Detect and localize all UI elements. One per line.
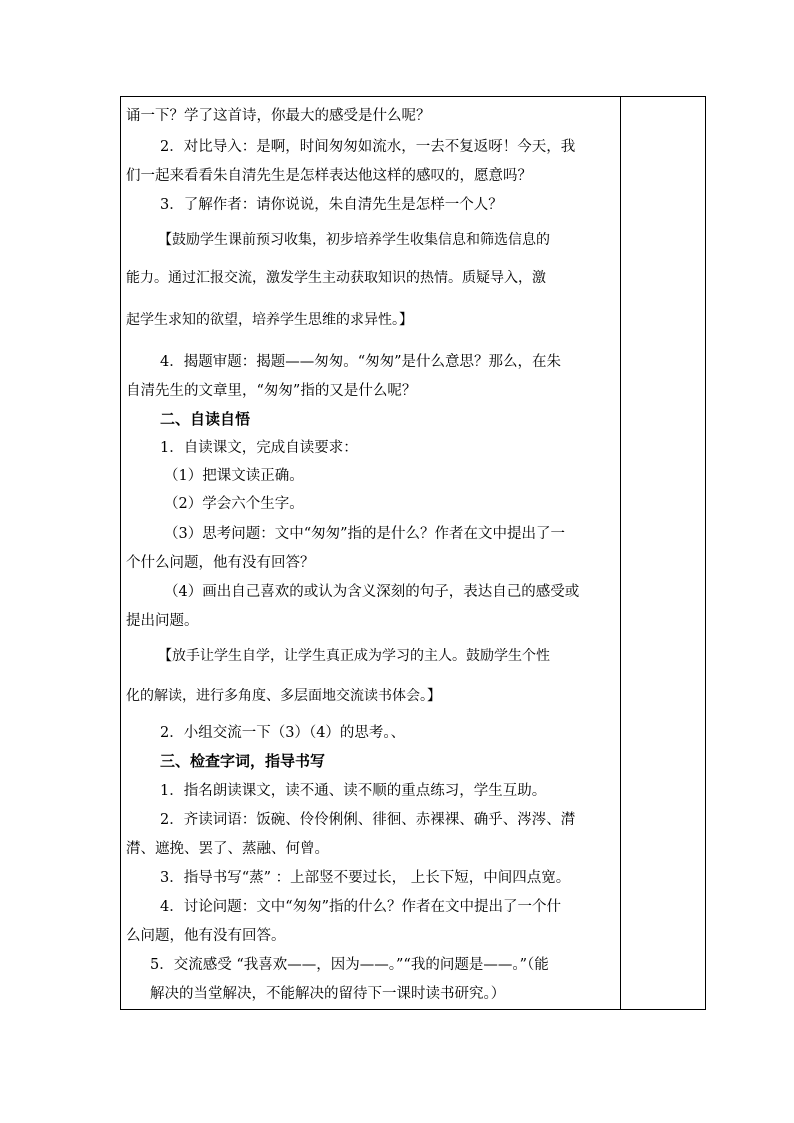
text-line: 自清先生的文章里，“匆匆”指的又是什么呢？	[126, 383, 417, 399]
section-heading: 二、自读自悟	[160, 410, 251, 428]
text-line: 4．揭题审题：揭题——匆匆。“匆匆”是什么意思？那么，在朱	[160, 354, 562, 370]
note-line: 【鼓励学生课前预习收集，初步培养学生收集信息和筛选信息的	[158, 232, 550, 248]
text-line: 么问题，他有没有回答。	[126, 928, 286, 944]
column-divider	[620, 96, 621, 1010]
note-line: 起学生求知的欲望，培养学生思维的求异性。】	[126, 312, 413, 328]
text-line: （4）画出自己喜欢的或认为含义深刻的句子，表达自己的感受或	[164, 584, 580, 600]
note-line: 【放手让学生自学，让学生真正成为学习的主人。鼓励学生个性	[158, 648, 550, 664]
text-line: （3）思考问题：文中“匆匆”指的是什么？作者在文中提出了一	[164, 526, 566, 542]
text-line: 提出问题。	[126, 613, 199, 629]
text-line: 诵一下？学了这首诗，你最大的感受是什么呢？	[126, 108, 431, 124]
text-line: 们一起来看看朱自清先生是怎样表达他这样的感叹的，愿意吗？	[126, 168, 532, 184]
text-line: 4．讨论问题：文中“匆匆”指的什么？作者在文中提出了一个什	[160, 899, 562, 915]
text-line: 3．指导书写“蒸” ：上部竖不要过长， 上长下短，中间四点宽。	[160, 870, 571, 886]
text-line: 1．指名朗读课文，读不通、读不顺的重点练习，学生互助。	[160, 783, 547, 799]
text-line: 解决的当堂解决，不能解决的留待下一课时读书研究。）	[150, 986, 506, 1002]
text-line: 潸、遮挽、罢了、蒸融、何曾。	[126, 841, 329, 857]
text-line: 2．小组交流一下（3）（4）的思考。、	[160, 725, 406, 741]
note-line: 化的解读，进行多角度、多层面地交流读书体会。】	[126, 688, 441, 704]
text-line: 2．齐读词语：饭碗、伶伶俐俐、徘徊、赤裸裸、确乎、涔涔、潸	[160, 812, 576, 828]
text-line: 5．交流感受 “我喜欢——，因为——。”“我的问题是——。”（能	[150, 957, 549, 973]
text-line: 1．自读课文，完成自读要求：	[160, 440, 358, 456]
text-line: 3．了解作者：请你说说，朱自清先生是怎样一个人？	[160, 197, 503, 213]
note-line: 能力。通过汇报交流，激发学生主动获取知识的热情。质疑导入，激	[126, 270, 546, 286]
text-line: 个什么问题，他有没有回答？	[126, 555, 315, 571]
text-line: （2）学会六个生字。	[164, 496, 304, 512]
text-line: 2．对比导入：是啊，时间匆匆如流水，一去不复返呀！今天，我	[160, 139, 576, 155]
text-line: （1）把课文读正确。	[164, 468, 304, 484]
section-heading: 三、检查字词，指导书写	[160, 752, 326, 770]
